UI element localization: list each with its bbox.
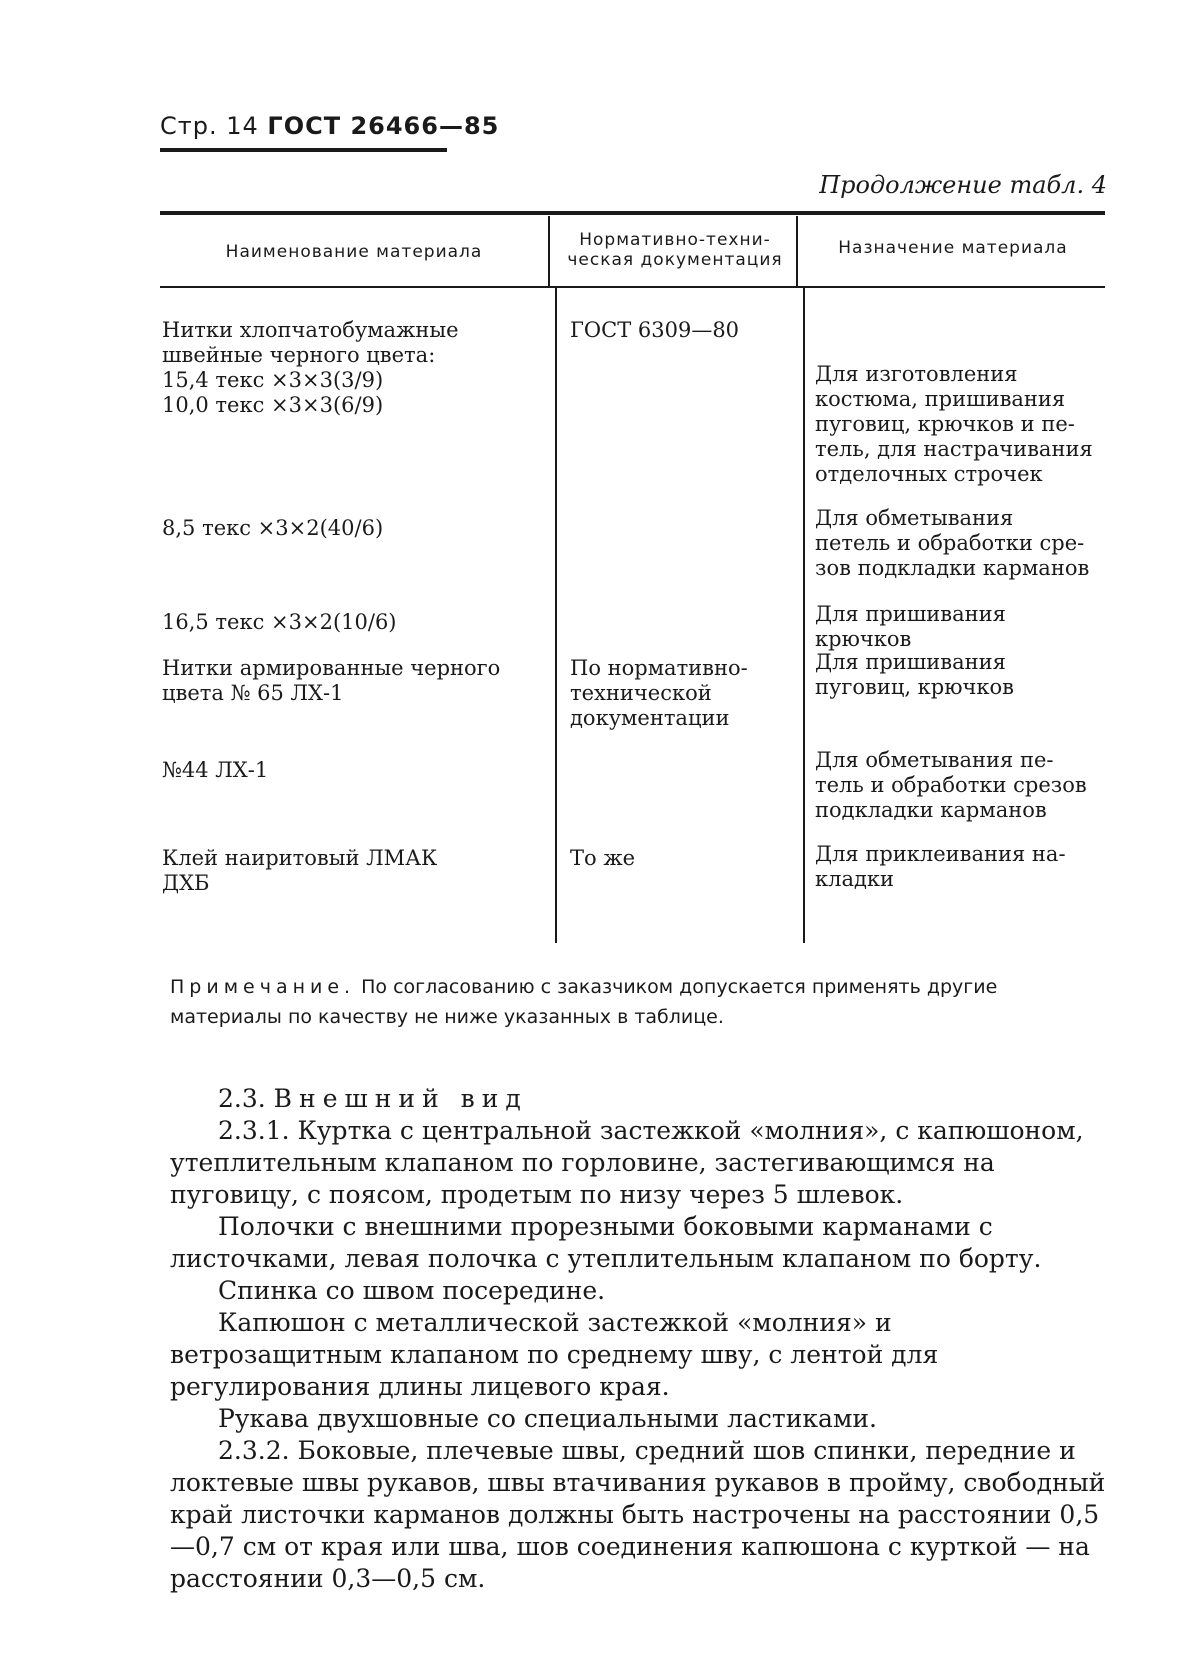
purpose-costume: Для изготовления костюма, пришивания пуговиц, крючков и пе- тель, для настрачивания отделочных строчек [815, 362, 1093, 486]
header-divider-2 [796, 216, 798, 286]
note-lead: Примечание. [170, 976, 356, 998]
purpose-overcasting: Для обметывания петель и обработки сре- зов подкладки карманов [815, 506, 1090, 580]
section-appearance [170, 1083, 1110, 1595]
section-title: Внешний вид [273, 1084, 528, 1113]
purpose-buttons-hooks: Для пришивания пуговиц, крючков [815, 650, 1014, 699]
column-header-documentation: Нормативно-техни- ческая документация [567, 230, 783, 270]
material-glue: Клей наиритовый ЛМАК ДХБ [162, 846, 438, 895]
standard-code: ГОСТ 26466—85 [267, 112, 500, 140]
paragraph: Капюшон с металлической застежкой «молния» и ветрозащитным клапаном по среднему шву, с лентой для регулирования длины лицевого края. [170, 1308, 939, 1401]
material-thread-8-5: 8,5 текс ×3×2(40/6) [162, 516, 384, 540]
section-heading [170, 1083, 1110, 1115]
doc-same: То же [570, 846, 636, 870]
purpose-gluing: Для приклеивания на- кладки [815, 842, 1066, 891]
paragraph: Полочки с внешними прорезными боковыми карманами с листочками, левая полочка с утеплительным клапаном по борту. [170, 1212, 1042, 1273]
table-header-rule [160, 286, 1105, 288]
paragraph: 2.3.1. Куртка с центральной застежкой «молния», с капюшоном, утеплительным клапаном по горловине, застегивающимся на пуговицу, с поясом, продетым по низу через 5 шлевок. [170, 1116, 1084, 1209]
paragraph: 2.3.2. Боковые, плечевые швы, средний шов спинки, передние и локтевые швы рукавов, швы втачивания рукавов в пройму, свободный край листочки карманов должны быть настрочены на расстоянии 0,5—0,7 см от края или шва, шов соединения капюшона с курткой — на расстоянии 0,3—0,5 см. [170, 1436, 1106, 1593]
column-divider-1 [555, 288, 557, 943]
column-divider-2 [803, 288, 805, 943]
paragraph: Рукава двухшовные со специальными ластиками. [218, 1404, 878, 1433]
column-header-material: Наименование материала [225, 242, 483, 262]
material-thread-16-5: 16,5 текс ×3×2(10/6) [162, 610, 397, 634]
material-reinforced-threads: Нитки армированные черного цвета № 65 ЛХ-1 [162, 656, 501, 705]
section-number: 2.3. [218, 1084, 266, 1113]
doc-normative: По нормативно- технической документации [570, 656, 748, 730]
header-divider-1 [548, 216, 550, 286]
material-lh1-44: №44 ЛХ-1 [162, 758, 269, 782]
page-header [160, 112, 499, 140]
table-top-rule [160, 211, 1105, 215]
column-header-purpose: Назначение материала [838, 238, 1068, 258]
table-note [170, 972, 1115, 1032]
purpose-overcasting-2: Для обметывания пе- тель и обработки срезов подкладки карманов [815, 748, 1087, 822]
header-underline [160, 148, 447, 152]
page-number: Стр. 14 [160, 112, 259, 140]
purpose-hooks: Для пришивания крючков [815, 602, 1006, 651]
material-cotton-threads: Нитки хлопчатобумажные швейные черного цвета: 15,4 текс ×3×3(3/9) 10,0 текс ×3×3(6/9) [162, 318, 459, 417]
note-text: По согласованию с заказчиком допускается применять другие материалы по качеству не ниже указанных в таблице. [170, 976, 998, 1028]
table-continuation-label: Продолжение табл. 4 [819, 171, 1107, 199]
doc-gost-6309: ГОСТ 6309—80 [570, 318, 740, 342]
paragraph: Спинка со швом посередине. [218, 1276, 606, 1305]
